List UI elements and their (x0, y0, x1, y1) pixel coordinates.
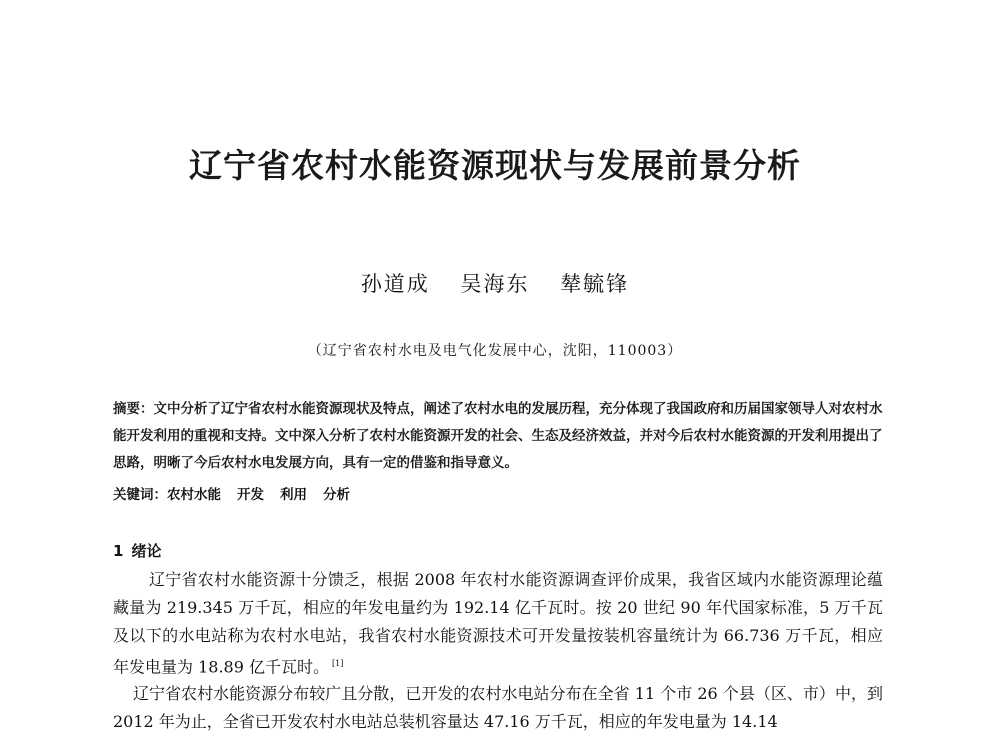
section-number: 1 (113, 542, 124, 560)
keyword: 农村水能 (167, 487, 221, 503)
author-affiliation: （辽宁省农村水电及电气化发展中心，沈阳，110003） (307, 343, 683, 359)
abstract-text: 文中分析了辽宁省农村水能资源现状及特点，阐述了农村水电的发展历程，充分体现了我国政府和历届国家领导人对农村水能开发利用的重视和支持。文中深入分析了农村水能资源开发的社会、生态及经济效益，并对今后农村水能资源的开发利用提出了思路，明晰了今后农村水电发展方向，具有一定的借鉴和指导意义。 (113, 401, 883, 471)
citation-ref: [1] (331, 659, 344, 668)
paper-title: 辽宁省农村水能资源现状与发展前景分析 (189, 146, 801, 185)
section-heading (113, 540, 161, 561)
author-name: 吴海东 (460, 272, 530, 296)
keywords (113, 483, 883, 503)
section-title: 绪论 (131, 542, 162, 560)
abstract (113, 396, 883, 477)
abstract-label: 摘要： (113, 401, 154, 417)
keyword: 开发 (237, 487, 264, 503)
body-paragraph (113, 566, 883, 681)
keyword: 分析 (323, 487, 350, 503)
paragraph-text: 辽宁省农村水能资源十分馈乏，根据 2008 年农村水能资源调查评价成果，我省区域内水能资源理论蕴藏量为 219.345 万千瓦，相应的年发电量约为 192.14 亿千瓦时。按 20 世纪 90 年代国家标准，5 万千瓦及以下的水电站称为农村水电站，我省农村水能资源技术可开发量按装机容量统计为 66.736 万千瓦，相应年发电量为 18.89 亿千瓦时。 (113, 570, 883, 677)
author-list (0, 268, 990, 298)
body-paragraph (113, 680, 883, 736)
keyword: 利用 (280, 487, 307, 503)
keywords-label: 关键词： (113, 487, 167, 503)
author-name: 孙道成 (360, 272, 430, 296)
author-name: 辇毓锋 (560, 272, 630, 296)
paragraph-text: 辽宁省农村水能资源分布较广且分散，已开发的农村水电站分布在全省 11 个市 26 个县（区、市）中，到 2012 年为止，全省已开发农村水电站总装机容量达 47.16 万千瓦，相应的年发电量为 14.14 (113, 684, 883, 731)
